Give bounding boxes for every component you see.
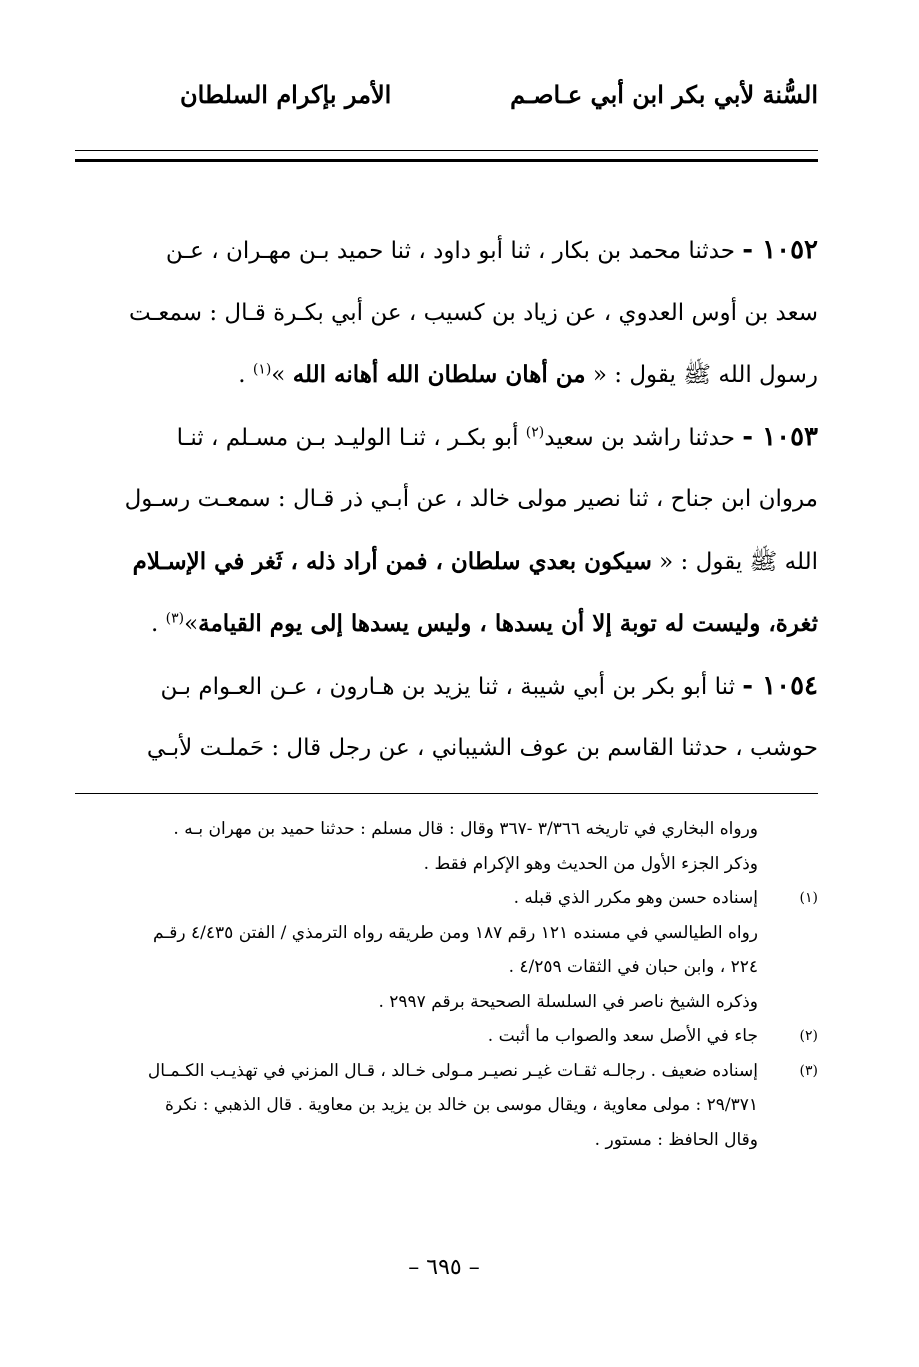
- hadith-1052-line-3: رسول الله ﷺ يقول : « من أهان سلطان الله أهانه الله »$^{(١)}$ .: [238, 361, 818, 388]
- hadith-matn: سيكون بعدي سلطان ، فمن أراد ذله ، ثَغر في الإسـلام: [132, 547, 652, 575]
- footnote-ref: (٣): [165, 610, 185, 627]
- header-rule-thick: [75, 159, 818, 162]
- book-title: السُّنة لأبي بكر ابن أبي عـاصـم: [510, 80, 818, 109]
- hadith-number: ١٠٥٣ -: [742, 421, 818, 452]
- hadith-1052-line-2: سعد بن أوس العدوي ، عن زياد بن كسيب ، عن أبي بكـرة قـال : سمعـت: [129, 299, 818, 326]
- hadith-number: ١٠٥٤ -: [742, 670, 818, 701]
- footnote-continuation-line-2: وذكر الجزء الأول من الحديث وهو الإكرام فقط .: [423, 853, 758, 874]
- hadith-1054-line-1: ١٠٥٤ - ثنا أبو بكر بن أبي شيبة ، ثنا يزيد بن هـارون ، عـن العـوام بـن: [160, 670, 818, 701]
- footnote-ref: (١): [252, 361, 272, 378]
- hadith-matn: ثغرة، وليست له توبة إلا أن يسدها ، وليس يسدها إلى يوم القيامة: [198, 610, 818, 637]
- footnote-3: (٣) إسناده ضعيف . رجالـه ثقـات غيـر نصيـر مـولى خـالد ، قـال المزني في تهذيـب الكـمـال ٢٩/٣٧١ : مولى معاوية ، ويقال موسى بن خالد بن يزيد بن معاوية . قال الذهبي : نكرة وقال الحافظ : مستور .: [75, 1054, 818, 1158]
- hadith-1052-line-1: ١٠٥٢ - حدثنا محمد بن بكار ، ثنا أبو داود ، ثنا حميد بـن مهـران ، عـن: [165, 235, 818, 265]
- footnote-1: (١) إسناده حسن وهو مكرر الذي قبله . رواه الطيالسي في مسنده ١٢١ رقم ١٨٧ ومن طريقه رواه الترمذي / الفتن ٤/٤٣٥ رقـم ٢٢٤ ، وابن حبان في الثقات ٤/٢٥٩ . وذكره الشيخ ناصر في السلسلة الصحيحة برقم ٢٩٩٧ .: [75, 881, 818, 1019]
- footnote-marker: (٢): [799, 1028, 818, 1044]
- footnote-separator: [75, 793, 818, 794]
- hadith-number: ١٠٥٢ -: [742, 235, 818, 265]
- footnote-ref: (٢): [525, 423, 545, 440]
- header-rule-thin: [75, 150, 818, 151]
- footnote-continuation-line-1: ورواه البخاري في تاريخه ٣/٣٦٦ -٣٦٧ وقال : قال مسلم : حدثنا حميد بن مهران بـه .: [173, 819, 758, 839]
- hadith-1053-line-3: الله ﷺ يقول : « سيكون بعدي سلطان ، فمن أراد ذله ، ثَغر في الإسـلام: [132, 547, 818, 575]
- running-header: [70, 80, 818, 120]
- footnotes: [75, 812, 818, 1157]
- hadith-1053-line-1: ١٠٥٣ - حدثنا راشد بن سعيد$^{(٢)}$ أبو بكـر ، ثنـا الوليـد بـن مسـلم ، ثنـا: [176, 421, 818, 452]
- footnote-marker: (١): [799, 890, 818, 906]
- main-text: [75, 220, 818, 780]
- hadith-1053-line-2: مروان ابن جناح ، ثنا نصير مولى خالد ، عن أبـي ذر قـال : سمعـت رسـول: [124, 486, 818, 512]
- footnote-marker: (٣): [799, 1062, 818, 1079]
- hadith-matn: من أهان سلطان الله أهانه الله: [292, 361, 586, 388]
- hadith-1054-line-2: حوشب ، حدثنا القاسم بن عوف الشيباني ، عن رجل قال : حَملـت لأبـي: [146, 735, 818, 761]
- footnote-2: (٢) جاء في الأصل سعد والصواب ما أثبت .: [75, 1019, 818, 1054]
- book-page: [70, 60, 818, 1350]
- hadith-1053-line-4: ثغرة، وليست له توبة إلا أن يسدها ، وليس يسدها إلى يوم القيامة»$^{(٣)}$ .: [150, 610, 818, 637]
- page-number: – ٦٩٥ –: [408, 1255, 480, 1280]
- chapter-title: الأمر بإكرام السلطان: [180, 80, 392, 109]
